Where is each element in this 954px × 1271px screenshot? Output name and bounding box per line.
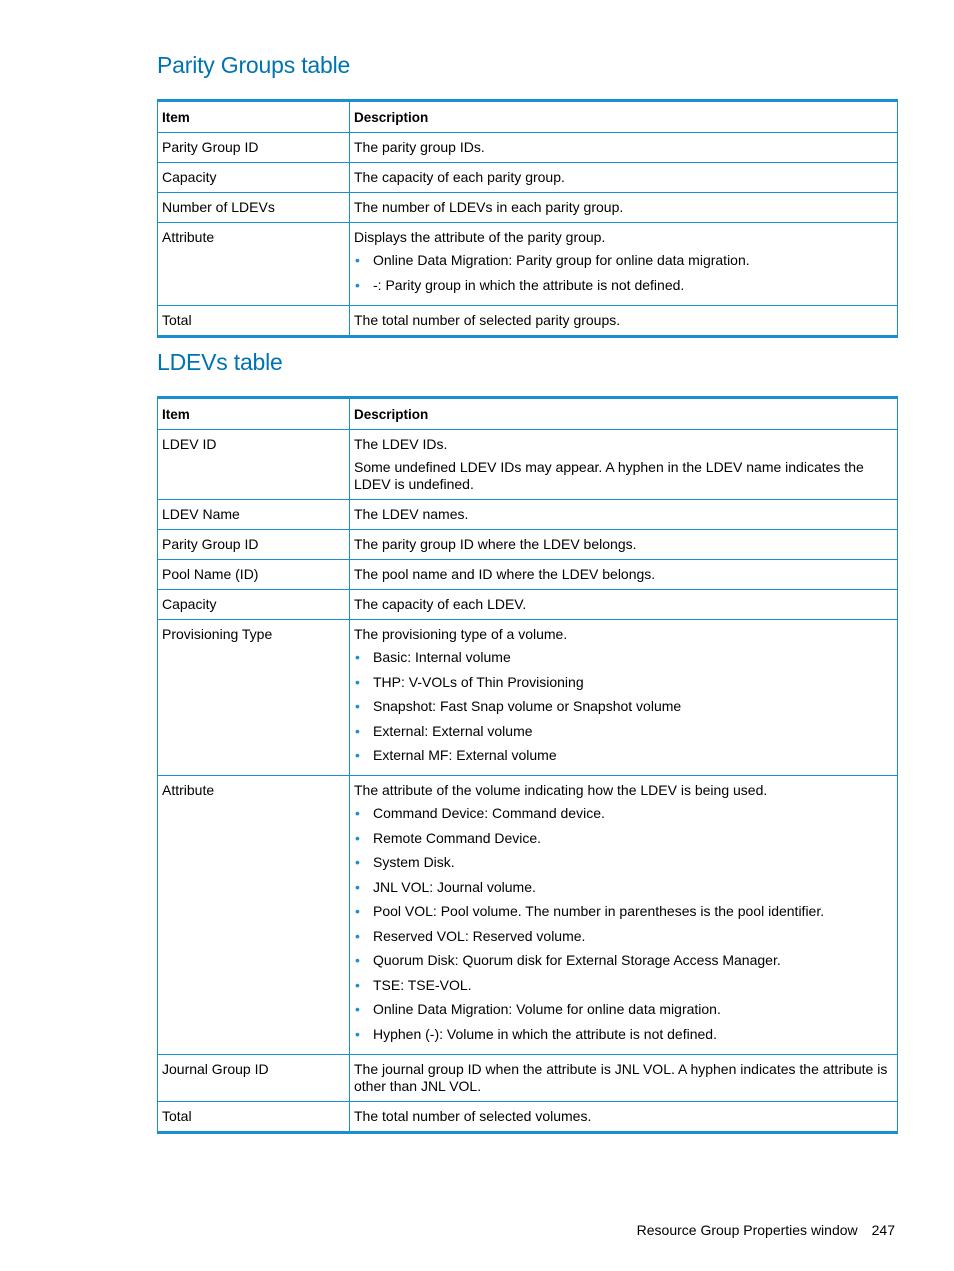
bullet-item: [354, 952, 892, 969]
table-row: [158, 430, 898, 500]
table-row: [158, 305, 898, 336]
table-row: [158, 1054, 898, 1101]
table-row: [158, 560, 898, 590]
bullet-item: [354, 747, 892, 764]
table-row: [158, 1101, 898, 1132]
bullet-icon: •: [355, 878, 360, 895]
item-cell: Capacity: [158, 163, 350, 193]
bullet-text: JNL VOL: Journal volume.: [373, 878, 536, 895]
bullet-text: Reserved VOL: Reserved volume.: [373, 927, 586, 944]
table-row: [158, 620, 898, 776]
description-cell: [350, 133, 898, 163]
table-row: [158, 163, 898, 193]
description-column-header: Description: [350, 101, 898, 133]
bullet-text: Quorum Disk: Quorum disk for External Storage Access Manager.: [373, 952, 781, 968]
table-row: [158, 193, 898, 223]
description-cell: [350, 560, 898, 590]
description-cell: [350, 223, 898, 306]
page-number: 247: [871, 1222, 895, 1238]
bullet-icon: •: [355, 976, 360, 993]
description-cell: [350, 500, 898, 530]
description-text: The total number of selected parity groups.: [354, 311, 621, 328]
parity-groups-table-title: Parity Groups table: [157, 52, 351, 78]
item-cell: Attribute: [158, 223, 350, 306]
item-cell: Pool Name (ID): [158, 560, 350, 590]
description-text: The LDEV names.: [354, 506, 469, 522]
bullet-icon: •: [355, 722, 360, 739]
bullet-item: [354, 928, 892, 945]
bullet-item: [354, 252, 892, 269]
table-header-row: [158, 101, 898, 133]
bullet-icon: •: [355, 829, 360, 846]
description-text: Displays the attribute of the parity group.: [354, 229, 606, 245]
bullet-text: External: External volume: [373, 722, 533, 739]
item-cell: Capacity: [158, 590, 350, 620]
description-text: The LDEV IDs.: [354, 436, 448, 452]
table-row: [158, 133, 898, 163]
bullet-icon: •: [355, 698, 360, 714]
bullet-icon: •: [355, 927, 360, 944]
bullet-item: [354, 1026, 892, 1043]
description-text: Some undefined LDEV IDs may appear. A hyphen in the LDEV name indicates the LDEV is undefined.: [354, 459, 864, 492]
bullet-icon: •: [355, 673, 360, 690]
item-cell: Parity Group ID: [158, 133, 350, 163]
table-row: [158, 530, 898, 560]
bullet-text: -: Parity group in which the attribute is not defined.: [373, 276, 685, 293]
item-cell: LDEV ID: [158, 430, 350, 500]
bullet-text: Snapshot: Fast Snap volume or Snapshot volume: [373, 698, 682, 714]
description-text: The attribute of the volume indicating how the LDEV is being used.: [354, 782, 768, 798]
bullet-text: Basic: Internal volume: [373, 649, 511, 665]
table-row: [158, 590, 898, 620]
description-cell: [350, 305, 898, 336]
page-footer: [637, 1222, 895, 1238]
item-cell: Total: [158, 305, 350, 336]
bullet-item: [354, 1001, 892, 1018]
bullet-item: [354, 854, 892, 871]
table-row: [158, 500, 898, 530]
bullet-text: Command Device: Command device.: [373, 805, 605, 821]
description-cell: [350, 620, 898, 776]
ldevs-table-title: LDEVs table: [157, 349, 283, 375]
description-cell: [350, 1101, 898, 1132]
bullet-item: [354, 903, 892, 920]
item-column-header: Item: [158, 101, 350, 133]
item-cell: Journal Group ID: [158, 1054, 350, 1101]
description-cell: [350, 1054, 898, 1101]
bullet-text: THP: V-VOLs of Thin Provisioning: [373, 673, 584, 690]
footer-section-name: Resource Group Properties window: [636, 1222, 858, 1238]
table-row: [158, 776, 898, 1055]
item-cell: Provisioning Type: [158, 620, 350, 776]
bullet-item: [354, 674, 892, 691]
description-cell: [350, 776, 898, 1055]
description-text: The capacity of each parity group.: [354, 169, 565, 185]
bullet-item: [354, 649, 892, 666]
bullet-list: [354, 252, 892, 294]
description-text: The journal group ID when the attribute is JNL VOL. A hyphen indicates the attribute is other than JNL VOL.: [354, 1060, 888, 1094]
table-header-row: [158, 398, 898, 430]
bullet-item: [354, 830, 892, 847]
description-cell: [350, 430, 898, 500]
description-cell: [350, 530, 898, 560]
description-cell: [350, 193, 898, 223]
bullet-list: [354, 649, 892, 764]
item-cell: LDEV Name: [158, 500, 350, 530]
description-cell: [350, 590, 898, 620]
ldevs-table: [157, 396, 898, 1134]
bullet-text: TSE: TSE-VOL.: [373, 976, 472, 993]
bullet-icon: •: [355, 805, 360, 821]
bullet-icon: •: [355, 252, 360, 268]
bullet-item: [354, 698, 892, 715]
bullet-text: System Disk.: [373, 854, 455, 870]
bullet-icon: •: [355, 649, 360, 665]
description-cell: [350, 163, 898, 193]
bullet-text: Online Data Migration: Parity group for online data migration.: [373, 252, 750, 268]
item-cell: Attribute: [158, 776, 350, 1055]
bullet-item: [354, 977, 892, 994]
table-row: [158, 223, 898, 306]
bullet-text: Pool VOL: Pool volume. The number in parentheses is the pool identifier.: [373, 903, 825, 919]
item-cell: Total: [158, 1101, 350, 1132]
bullet-item: [354, 277, 892, 294]
bullet-icon: •: [355, 952, 360, 968]
bullet-icon: •: [355, 854, 360, 870]
bullet-list: [354, 805, 892, 1043]
bullet-icon: •: [355, 747, 360, 763]
item-column-header: Item: [158, 398, 350, 430]
description-text: The parity group IDs.: [354, 139, 485, 155]
description-text: The provisioning type of a volume.: [354, 626, 568, 642]
description-text: The pool name and ID where the LDEV belongs.: [354, 566, 656, 582]
bullet-text: Remote Command Device.: [373, 829, 542, 846]
description-column-header: Description: [350, 398, 898, 430]
bullet-icon: •: [355, 903, 360, 919]
description-text: The number of LDEVs in each parity group.: [354, 199, 624, 215]
bullet-item: [354, 879, 892, 896]
bullet-icon: •: [355, 1001, 360, 1017]
bullet-icon: •: [355, 276, 360, 293]
bullet-icon: •: [355, 1025, 360, 1042]
parity-groups-table: [157, 99, 898, 338]
bullet-text: Hyphen (-): Volume in which the attribute is not defined.: [373, 1025, 717, 1042]
bullet-text: Online Data Migration: Volume for online data migration.: [373, 1001, 721, 1017]
item-cell: Number of LDEVs: [158, 193, 350, 223]
bullet-text: External MF: External volume: [373, 747, 557, 763]
description-text: The parity group ID where the LDEV belongs.: [354, 536, 637, 552]
bullet-item: [354, 723, 892, 740]
description-text: The total number of selected volumes.: [354, 1107, 592, 1124]
description-text: The capacity of each LDEV.: [354, 596, 527, 612]
bullet-item: [354, 805, 892, 822]
item-cell: Parity Group ID: [158, 530, 350, 560]
